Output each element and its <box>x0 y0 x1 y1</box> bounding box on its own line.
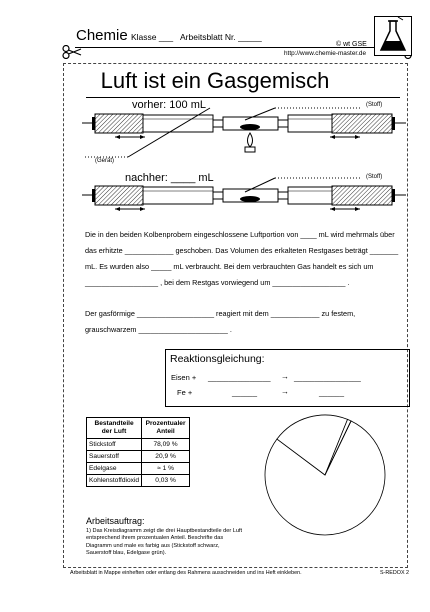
syringe-apparatus-bottom <box>82 178 406 211</box>
reaction-line2-blank1: ______ <box>232 388 258 397</box>
arbeitsblatt-field: Arbeitsblatt Nr. _____ <box>180 32 262 42</box>
reaction-line2-blank2: ______ <box>319 388 345 397</box>
reaction-line2-left: Fe + <box>177 388 193 397</box>
reaction-arrow-2: → <box>281 387 289 396</box>
header-rule <box>75 47 375 48</box>
volume-after: nachher: ____ mL <box>125 172 214 184</box>
reaction-line1-blank2: ________________ <box>294 373 361 382</box>
syringe-apparatus-top <box>82 108 406 157</box>
page-title: Luft ist ein Gasgemisch <box>100 68 330 93</box>
flask-logo-icon <box>374 16 412 56</box>
paragraph-volume: Die in den beiden Kolbenprobern eingeschlossene Luftportion von ____ mL wird mehrmals über das erhitzte ____________ geschoben. Das Volumen des erkalteten Restgases beträgt _______ mL. Es wurden also _____ mL verbraucht. Bei dem verbrauchten Gas handelt es sich um __________________ , bei dem Restgas vorwiegend um __________________ . <box>85 230 399 287</box>
geraet-label: (Gerät) <box>95 158 115 164</box>
volume-before: vorher: 100 mL <box>132 99 206 111</box>
table-row <box>87 475 190 487</box>
task-item: 1) Das Kreisdiagramm zeigt die drei Hauptbestandteile der Luft entsprechend ihrem prozentualen Anteil. Beschrifte das Diagramm und male es farbig aus (Stickstoff schwarz, Sauerstoff blau, Edelgase grün). <box>86 528 243 556</box>
table-row <box>87 451 190 463</box>
title-rule <box>86 97 400 98</box>
table-cell: Stickstoff <box>87 439 142 451</box>
reaction-line1-blank1: _______________ <box>208 373 271 382</box>
task-title: Arbeitsauftrag: <box>86 516 145 526</box>
table-row <box>87 439 190 451</box>
table-header: Prozentualer Anteil <box>142 418 190 439</box>
apparatus-diagram <box>80 100 410 215</box>
footer-code: S-REDOX 2 <box>380 570 410 576</box>
stoff-label-bottom: (Stoff) <box>366 174 383 180</box>
table-cell: ≈ 1 % <box>142 463 190 475</box>
table-cell: 20,9 % <box>142 451 190 463</box>
stoff-label-top: (Stoff) <box>366 102 383 108</box>
copyright: © wt GSE <box>336 41 367 48</box>
paragraph-reaction: Der gasförmige ___________________ reagiert mit dem ____________ zu festem, grauschwarzem ______________________ . <box>85 309 356 334</box>
table-cell: Kohlenstoffdioxid <box>87 475 142 487</box>
table-cell: Sauerstoff <box>87 451 142 463</box>
table-cell: Edelgase <box>87 463 142 475</box>
klasse-field: Klasse ___ <box>131 32 174 42</box>
table-cell: 0,03 % <box>142 475 190 487</box>
table-cell: 78,09 % <box>142 439 190 451</box>
reaction-arrow-1: → <box>281 372 289 381</box>
table-header: Bestandteile der Luft <box>87 418 142 439</box>
pie-chart <box>260 410 390 540</box>
reaction-title: Reaktionsgleichung: <box>170 353 265 365</box>
footer-instruction: Arbeitsblatt in Mappe einheften oder entlang des Rahmens ausschneiden und ins Heft einkleben. <box>70 570 302 576</box>
table-header-row <box>87 418 190 439</box>
website-url: http://www.chemie-master.de <box>284 50 367 57</box>
air-composition-table <box>86 417 190 487</box>
reaction-line1-left: Eisen + <box>171 373 197 382</box>
subject-label: Chemie <box>76 27 128 44</box>
table-row <box>87 463 190 475</box>
